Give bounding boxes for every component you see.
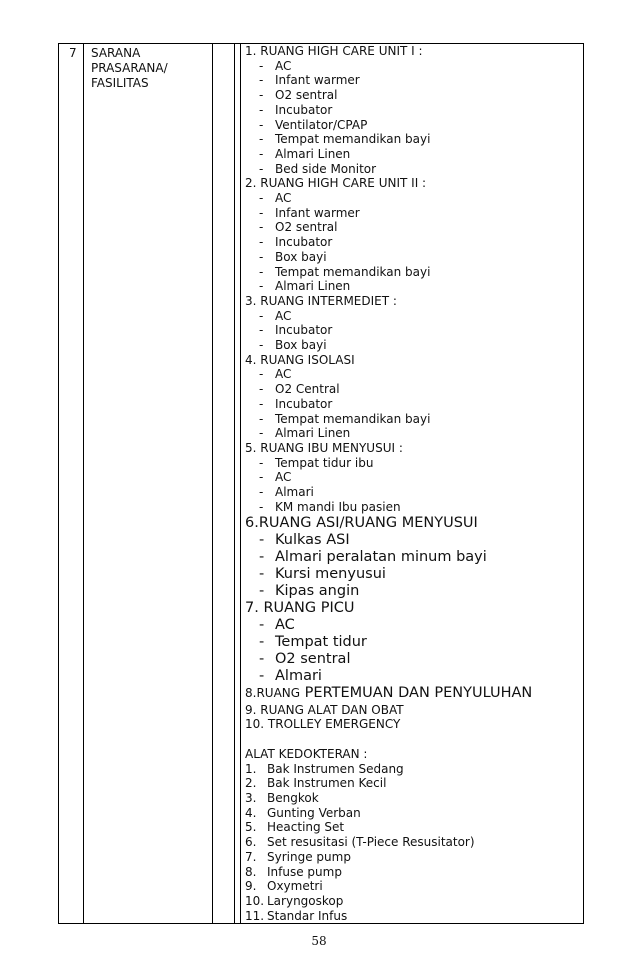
room-item: - Tempat memandikan bayi [259, 411, 431, 426]
room-item: - Incubator [259, 235, 333, 250]
room-item: - Infant warmer [259, 73, 360, 88]
equipment-item: 5. Heacting Set [245, 820, 345, 835]
room-heading: 1. RUANG HIGH CARE UNIT I : [245, 44, 423, 58]
room-item: - O2 sentral [259, 220, 338, 235]
room-heading: 4. RUANG ISOLASI [245, 352, 355, 367]
room-heading: 10. TROLLEY EMERGENCY [245, 717, 401, 732]
room-item: - Tempat memandikan bayi [259, 132, 431, 147]
room-item: - O2 sentral [259, 88, 338, 103]
room-item: - Almari Linen [259, 146, 351, 161]
page-number: 58 [311, 934, 327, 948]
category-line: PRASARANA/ [91, 61, 168, 75]
room-item: - Box bayi [259, 338, 327, 353]
facility-table [58, 43, 584, 924]
row-number: 7 [69, 46, 77, 60]
rooms-block [245, 44, 580, 515]
equipment-list [245, 762, 580, 924]
room-item: - Tempat tidur ibu [259, 455, 374, 470]
room-item: - AC [259, 58, 292, 73]
room-item: - O2 sentral [259, 651, 351, 668]
equipment-item: 6. Set resusitasi (T-Piece Resusitator) [245, 835, 475, 850]
room-item: - Almari [259, 485, 314, 500]
room-item: - Kulkas ASI [259, 531, 350, 548]
room-item: - AC [259, 191, 292, 206]
room-heading: 9. RUANG ALAT DAN OBAT [245, 702, 404, 717]
room-item: - O2 Central [259, 382, 340, 397]
room-item: - Incubator [259, 396, 333, 411]
room-heading: 6.RUANG ASI/RUANG MENYUSUI [245, 514, 478, 531]
room-heading: 3. RUANG INTERMEDIET : [245, 293, 397, 308]
equipment-item: 11. Standar Infus [245, 908, 348, 923]
column-divider [240, 44, 241, 923]
facility-list [245, 44, 580, 923]
room-item: - Almari Linen [259, 279, 351, 294]
room-item: - Almari [259, 668, 322, 685]
room-item: - Tempat memandikan bayi [259, 264, 431, 279]
room-heading: 8.RUANG PERTEMUAN DAN PENYULUHAN [245, 685, 533, 702]
room-item: - AC [259, 367, 292, 382]
room-item: - Kursi menyusui [259, 565, 386, 582]
room-item: - Ventilator/CPAP [259, 117, 368, 132]
equipment-item: 4. Gunting Verban [245, 805, 361, 820]
category-cell [91, 46, 168, 91]
room-heading: 7. RUANG PICU [245, 599, 355, 616]
room-item: - Infant warmer [259, 205, 360, 220]
room-item: - Almari peralatan minum bayi [259, 548, 487, 565]
equipment-item: 1. Bak Instrumen Sedang [245, 761, 404, 776]
equipment-item: 10. Laryngoskop [245, 893, 344, 908]
room-item: - Incubator [259, 102, 333, 117]
category-line: FASILITAS [91, 76, 149, 90]
category-line: SARANA [91, 46, 141, 60]
room-item: - AC [259, 308, 292, 323]
column-divider [83, 44, 84, 923]
equipment-item: 7. Syringe pump [245, 849, 351, 864]
equipment-item: 2. Bak Instrumen Kecil [245, 776, 387, 791]
room-heading: 5. RUANG IBU MENYUSUI : [245, 440, 403, 455]
room-item: - AC [259, 470, 292, 485]
room-item: - Kipas angin [259, 582, 360, 599]
equipment-heading: ALAT KEDOKTERAN : [245, 746, 368, 761]
room-heading: 2. RUANG HIGH CARE UNIT II : [245, 176, 427, 191]
room-item: - Almari Linen [259, 426, 351, 441]
room-item: - Tempat tidur [259, 634, 367, 651]
equipment-item: 9. Oxymetri [245, 879, 323, 894]
room-item: - Incubator [259, 323, 333, 338]
room-item: - KM mandi Ibu pasien [259, 499, 401, 514]
equipment-item: 3. Bengkok [245, 791, 319, 806]
column-divider [234, 44, 235, 923]
equipment-item: 8. Infuse pump [245, 864, 342, 879]
room-item: - AC [259, 617, 295, 634]
room-item: - Bed side Monitor [259, 161, 377, 176]
column-divider [212, 44, 213, 923]
room-item: - Box bayi [259, 249, 327, 264]
